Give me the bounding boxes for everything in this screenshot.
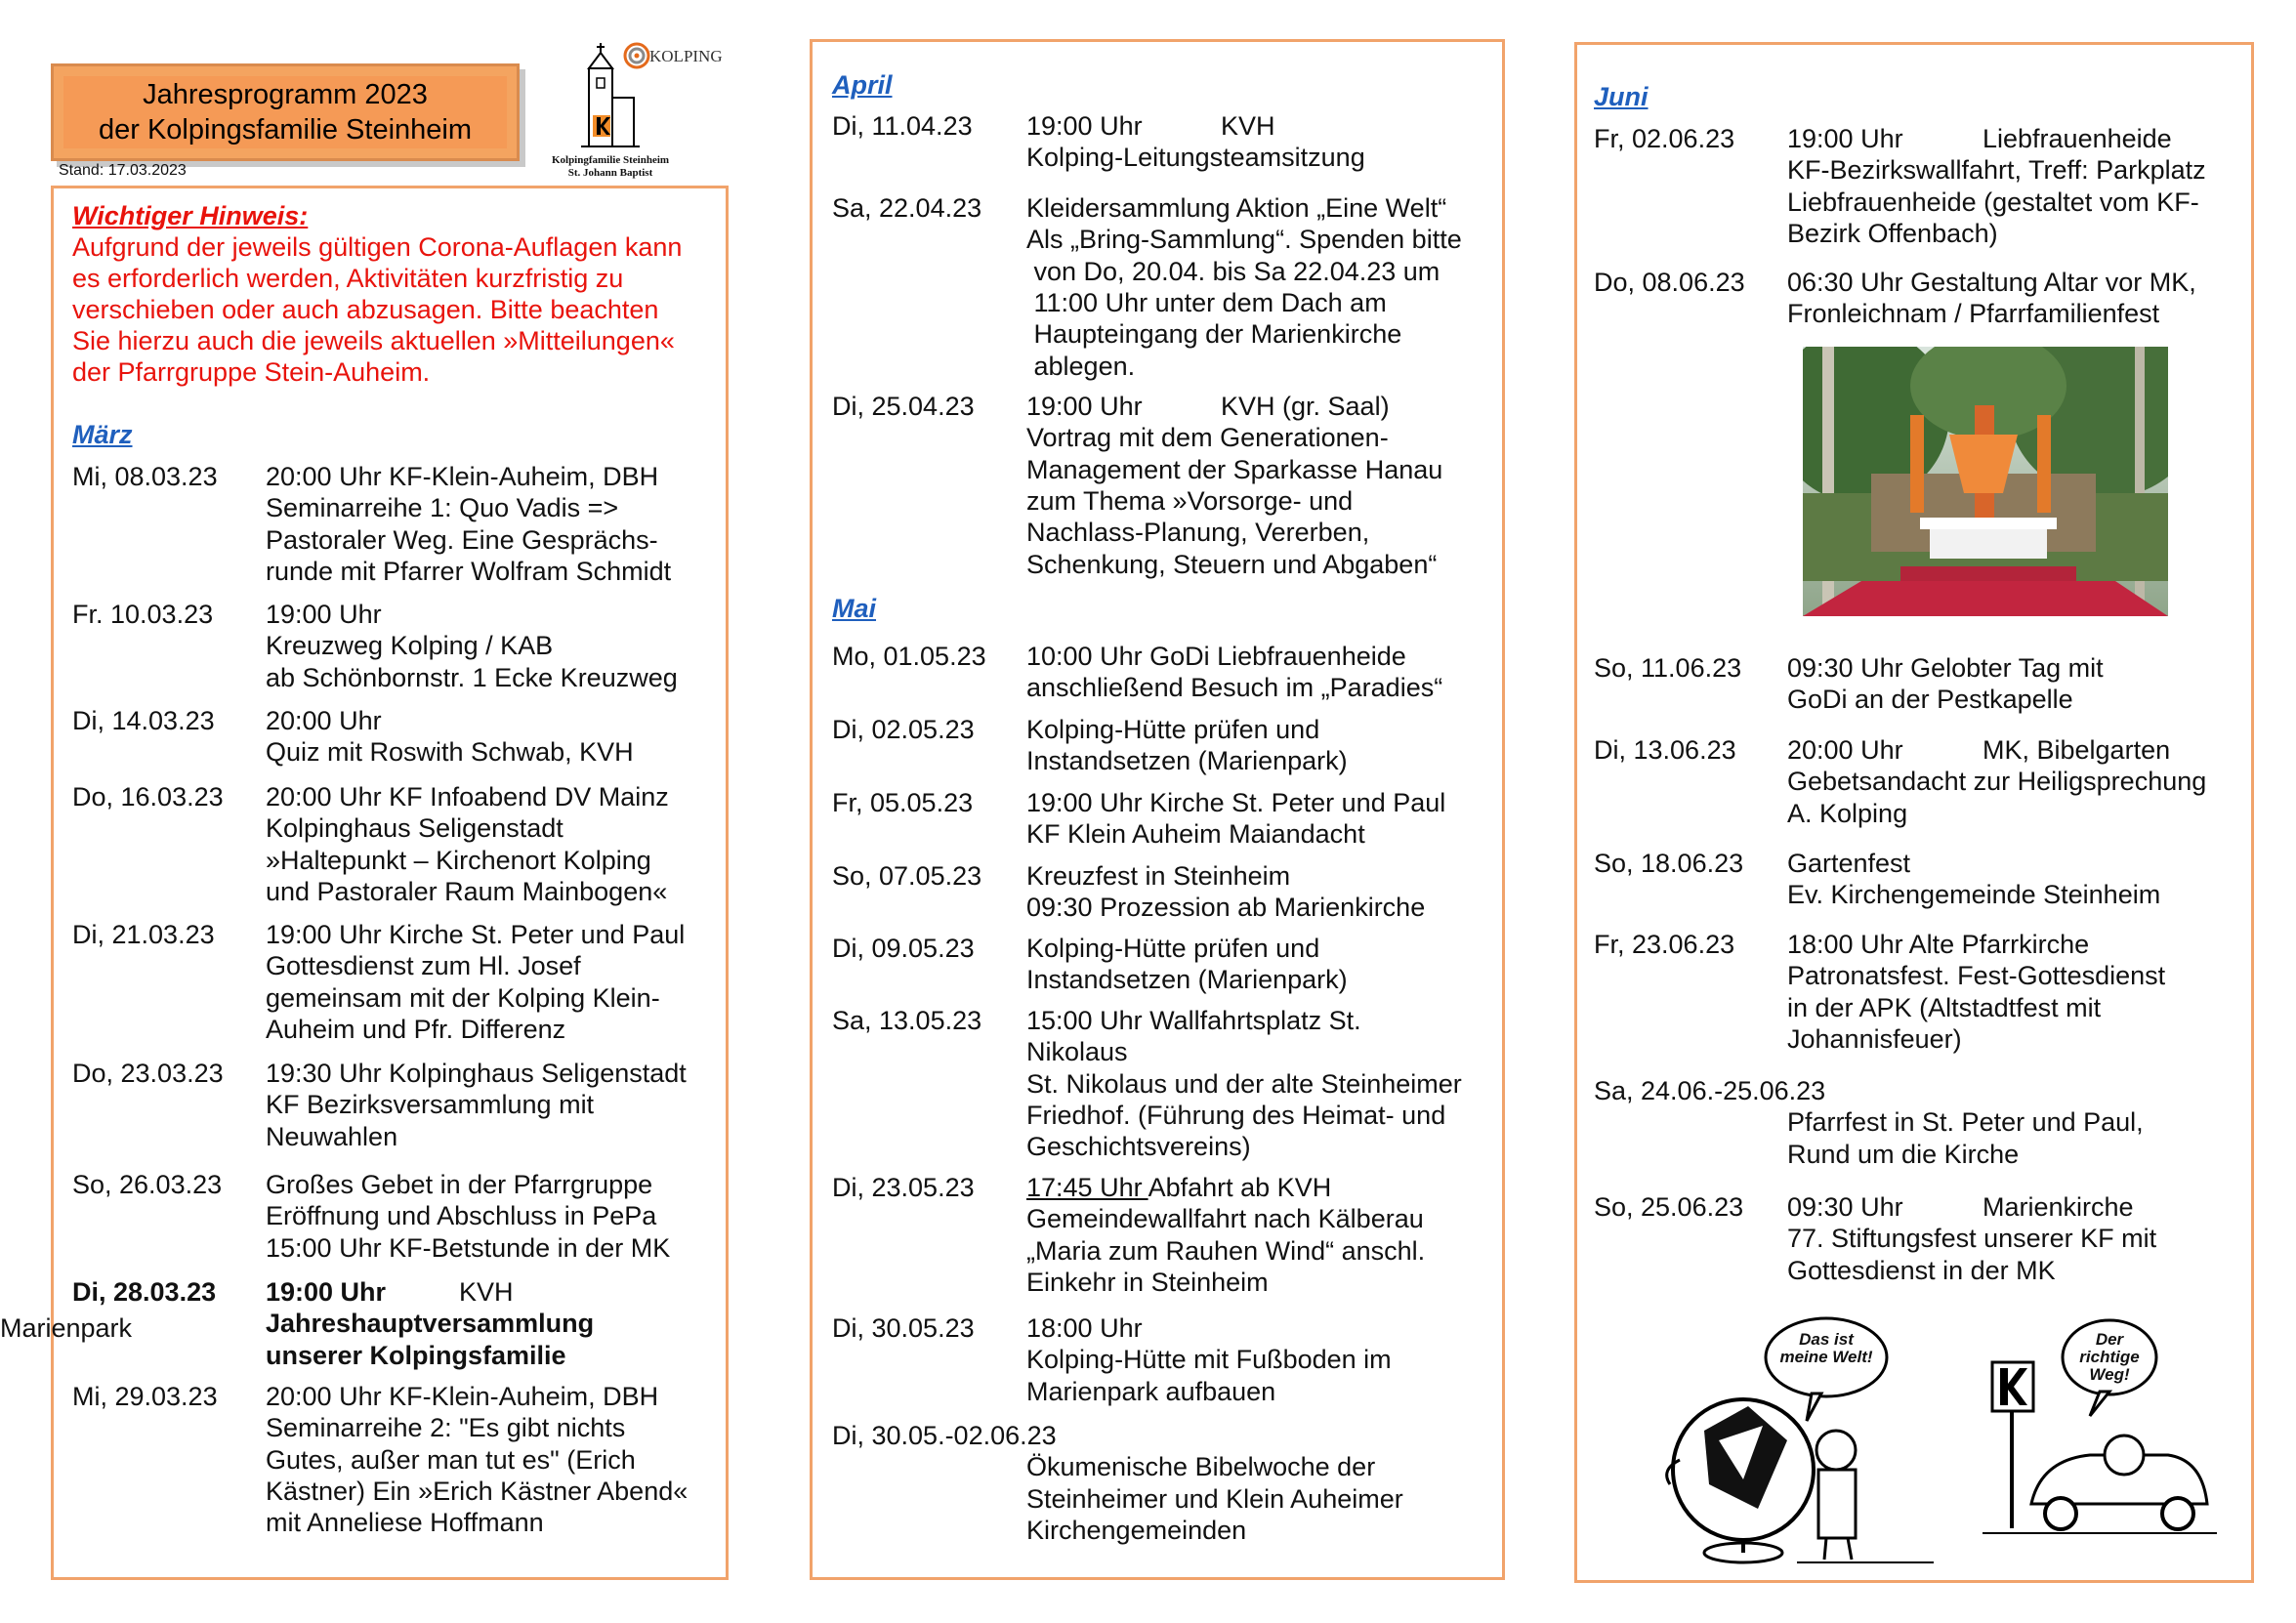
entry-date: Di, 23.05.23 <box>832 1173 975 1202</box>
entry-line: Kirchengemeinden <box>1026 1515 1247 1545</box>
entry-line: »Haltepunkt – Kirchenort Kolping <box>266 845 651 875</box>
entry-line: Friedhof. (Führung des Heimat- und <box>1026 1100 1446 1130</box>
entry-date: Do, 16.03.23 <box>72 782 224 812</box>
entry-line: Seminarreihe 2: "Es gibt nichts <box>266 1413 626 1443</box>
entry-line: 06:30 Uhr Gestaltung Altar vor MK, <box>1787 268 2196 297</box>
entry-line: Kolping-Hütte mit Fußboden im <box>1026 1345 1392 1375</box>
entry-line: 19:30 Uhr Kolpinghaus Seligenstadt <box>266 1059 687 1088</box>
entry-line: „Maria zum Rauhen Wind“ anschl. <box>1026 1235 1426 1266</box>
month-april: April <box>832 70 893 100</box>
stand-date: Stand: 17.03.2023 <box>59 162 187 179</box>
entry-line: Als „Bring-Sammlung“. Spenden bitte <box>1026 225 1462 255</box>
entry-date: Fr, 23.06.23 <box>1594 930 1735 959</box>
entry-line: Neuwahlen <box>266 1121 398 1151</box>
entry-line: Auheim und Pfr. Differenz <box>266 1014 566 1044</box>
entry-date: So, 18.06.23 <box>1594 849 1744 878</box>
entry-date: Fr. 10.03.23 <box>72 600 214 629</box>
entry-place: Marienpark <box>0 1313 133 1343</box>
entry-line: Geschichtsvereins) <box>1026 1132 1251 1162</box>
entry-line: Bezirk Offenbach) <box>1787 218 1998 248</box>
entry-time: 18:00 Uhr <box>1026 1313 1143 1343</box>
title-inner <box>63 76 507 148</box>
entry-line: 20:00 Uhr KF-Klein-Auheim, DBH <box>266 1382 659 1411</box>
month-juni: Juni <box>1594 82 1649 111</box>
entry-line: Kolpinghaus Seligenstadt <box>266 813 564 844</box>
cartoon-bubble-2: Der richtige Weg! <box>2079 1330 2140 1384</box>
entry-line: Patronatsfest. Fest-Gottesdienst <box>1787 961 2166 991</box>
entry-place: KVH (gr. Saal) <box>1221 392 1390 421</box>
entry-date: Di, 28.03.23 <box>72 1277 217 1307</box>
entry-line: zum Thema »Vorsorge- und <box>1026 485 1354 516</box>
entry-line: Eröffnung und Abschluss in PePa <box>266 1201 657 1231</box>
notice-line-4: Sie hierzu auch die jeweils aktuellen »Mitteilungen« <box>72 326 675 355</box>
entry-first-line-rest: Abfahrt ab KVH <box>1148 1173 1332 1202</box>
kolping-wordmark: KOLPING <box>649 47 723 65</box>
altar-photo <box>1803 347 2168 616</box>
entry-line: 15:00 Uhr KF-Betstunde in der MK <box>266 1232 671 1263</box>
entry-line: Nikolaus <box>1026 1037 1128 1067</box>
entry-date: Do, 23.03.23 <box>72 1059 224 1088</box>
entry-line: anschließend Besuch im „Paradies“ <box>1026 673 1443 703</box>
cartoon-bubble-1: Das ist meine Welt! <box>1779 1330 1873 1366</box>
entry-line: ab Schönbornstr. 1 Ecke Kreuzweg <box>266 662 678 692</box>
entry-line: 20:00 Uhr KF Infoabend DV Mainz <box>266 782 669 812</box>
entry-line: Management der Sparkasse Hanau <box>1026 454 1443 484</box>
entry-line: in der APK (Altstadtfest mit <box>1787 992 2102 1022</box>
entry-line: 11:00 Uhr unter dem Dach am <box>1026 287 1387 317</box>
entry-date: Sa, 13.05.23 <box>832 1006 982 1035</box>
title-line-2: der Kolpingsfamilie Steinheim <box>98 114 473 146</box>
entry-line: KF-Bezirkswallfahrt, Treff: Parkplatz <box>1787 155 2206 186</box>
entry-date: Di, 21.03.23 <box>72 920 215 949</box>
entry-line: Gartenfest <box>1787 849 1911 878</box>
logo-caption <box>532 154 689 180</box>
entry-line: gemeinsam mit der Kolping Klein- <box>266 982 660 1013</box>
entry-line: 20:00 Uhr KF-Klein-Auheim, DBH <box>266 462 659 491</box>
notice-line-1: Aufgrund der jeweils gültigen Corona-Auflagen kann <box>72 232 683 262</box>
entry-line: 09:30 Uhr Gelobter Tag mit <box>1787 653 2104 683</box>
notice-line-3: verschieben oder auch abzusagen. Bitte beachten <box>72 295 659 324</box>
cartoon-globe <box>1650 1313 1943 1567</box>
entry-line: Gemeindewallfahrt nach Kälberau <box>1026 1204 1424 1234</box>
entry-line: Seminarreihe 1: Quo Vadis => <box>266 493 619 523</box>
entry-line: Steinheimer und Klein Auheimer <box>1026 1483 1403 1514</box>
entry-date: So, 07.05.23 <box>832 861 982 891</box>
entry-place: Marienkirche <box>1983 1192 2134 1222</box>
entry-line: 19:00 Uhr <box>266 600 382 629</box>
entry-line: 10:00 Uhr GoDi Liebfrauenheide <box>1026 642 1406 671</box>
entry-time: 19:00 Uhr <box>1026 111 1143 141</box>
entry-line: Johannisfeuer) <box>1787 1023 1962 1054</box>
entry-line: KF Klein Auheim Maiandacht <box>1026 819 1365 850</box>
cartoon-car <box>1963 1313 2227 1558</box>
entry-date: Mi, 29.03.23 <box>72 1382 218 1411</box>
entry-line: Pfarrfest in St. Peter und Paul, <box>1787 1107 2144 1138</box>
entry-date: Di, 09.05.23 <box>832 934 975 963</box>
entry-line: und Pastoraler Raum Mainbogen« <box>266 876 668 906</box>
entry-time: 19:00 Uhr <box>1787 124 1903 153</box>
entry-line: Liebfrauenheide (gestaltet vom KF- <box>1787 187 2199 217</box>
entry-line: 19:00 Uhr Kirche St. Peter und Paul <box>266 920 686 949</box>
entry-line: Instandsetzen (Marienpark) <box>1026 746 1348 776</box>
entry-line: Marienpark aufbauen <box>1026 1376 1276 1406</box>
entry-line: Gutes, außer man tut es" (Erich <box>266 1444 636 1475</box>
entry-line: Ev. Kirchengemeinde Steinheim <box>1787 880 2161 910</box>
entry-line: ablegen. <box>1026 351 1136 381</box>
entry-line: 15:00 Uhr Wallfahrtsplatz St. <box>1026 1006 1361 1035</box>
entry-line: St. Nikolaus und der alte Steinheimer <box>1026 1068 1462 1099</box>
entry-line: Pastoraler Weg. Eine Gesprächs- <box>266 524 658 555</box>
entry-time: 19:00 Uhr <box>1026 392 1143 421</box>
entry-date: Di, 13.06.23 <box>1594 735 1736 765</box>
entry-date: Fr, 02.06.23 <box>1594 124 1735 153</box>
entry-line: Ökumenische Bibelwoche der <box>1026 1452 1376 1482</box>
entry-line: Kreuzfest in Steinheim <box>1026 861 1291 891</box>
entry-line: von Do, 20.04. bis Sa 22.04.23 um <box>1026 256 1440 286</box>
title-line-1: Jahresprogramm 2023 <box>143 79 428 110</box>
month-mai: Mai <box>832 594 877 623</box>
entry-line: Jahreshauptversammlung <box>266 1309 595 1339</box>
entry-date: Di, 30.05.23 <box>832 1313 975 1343</box>
entry-line: Nachlass-Planung, Vererben, <box>1026 518 1370 548</box>
entry-line: Kolping-Hütte prüfen und <box>1026 934 1320 963</box>
entry-line: Kleidersammlung Aktion „Eine Welt“ <box>1026 193 1447 223</box>
entry-line: Einkehr in Steinheim <box>1026 1267 1269 1297</box>
logo-caption-line-1: Kolpingfamilie Steinheim <box>551 154 670 166</box>
entry-line: mit Anneliese Hoffmann <box>266 1508 544 1538</box>
entry-place: Liebfrauenheide <box>1983 124 2172 153</box>
title-box <box>51 63 520 161</box>
entry-line: Schenkung, Steuern und Abgaben“ <box>1026 549 1438 579</box>
kolping-swirl-icon <box>622 41 651 70</box>
entry-date: Di, 30.05.-02.06.23 <box>832 1421 1057 1450</box>
entry-line: Kolping-Leitungsteamsitzung <box>1026 143 1365 173</box>
entry-time: 19:00 Uhr <box>266 1277 387 1307</box>
entry-line: unserer Kolpingsfamilie <box>266 1340 566 1370</box>
entry-place: KVH <box>459 1277 514 1307</box>
entry-line: Rund um die Kirche <box>1787 1139 2020 1169</box>
entry-date: Do, 08.06.23 <box>1594 268 1745 297</box>
entry-line: Kreuzweg Kolping / KAB <box>266 631 554 661</box>
entry-line: Gottesdienst in der MK <box>1787 1255 2056 1285</box>
entry-line: runde mit Pfarrer Wolfram Schmidt <box>266 556 672 586</box>
entry-line: Quiz mit Roswith Schwab, KVH <box>266 737 634 768</box>
logo-caption-line-2: St. Johann Baptist <box>567 167 653 179</box>
entry-place: KVH <box>1221 111 1275 141</box>
entry-line: 18:00 Uhr Alte Pfarrkirche <box>1787 930 2090 959</box>
entry-date: So, 11.06.23 <box>1594 653 1742 683</box>
entry-line: KF Bezirksversammlung mit <box>266 1090 595 1120</box>
notice-line-2: es erforderlich werden, Aktivitäten kurzfristig zu <box>72 264 624 293</box>
entry-line: A. Kolping <box>1787 798 1908 828</box>
entry-line: Großes Gebet in der Pfarrgruppe <box>266 1170 653 1199</box>
entry-line: 77. Stiftungsfest unserer KF mit <box>1787 1224 2157 1254</box>
entry-line: Vortrag mit dem Generationen- <box>1026 423 1389 453</box>
notice-line-5: der Pfarrgruppe Stein-Auheim. <box>72 357 431 387</box>
entry-date: So, 25.06.23 <box>1594 1192 1744 1222</box>
entry-date: Mo, 01.05.23 <box>832 642 986 671</box>
entry-line: 09:30 Prozession ab Marienkirche <box>1026 893 1426 923</box>
entry-line: Gottesdienst zum Hl. Josef <box>266 951 581 981</box>
entry-place: MK, Bibelgarten <box>1983 735 2171 765</box>
entry-date: So, 26.03.23 <box>72 1170 223 1199</box>
entry-date: Di, 02.05.23 <box>832 715 975 744</box>
entry-date: Di, 11.04.23 <box>832 111 973 141</box>
entry-line: Haupteingang der Marienkirche <box>1026 319 1402 350</box>
entry-date: Fr, 05.05.23 <box>832 788 974 817</box>
entry-line: GoDi an der Pestkapelle <box>1787 685 2073 715</box>
entry-date: Sa, 22.04.23 <box>832 193 982 223</box>
entry-date: Di, 25.04.23 <box>832 392 975 421</box>
entry-line: Fronleichnam / Pfarrfamilienfest <box>1787 299 2160 329</box>
important-notice <box>72 200 717 388</box>
entry-line: Instandsetzen (Marienpark) <box>1026 965 1348 995</box>
entry-time <box>1026 1172 1331 1203</box>
entry-line: 19:00 Uhr Kirche St. Peter und Paul <box>1026 788 1446 817</box>
entry-date: Sa, 24.06.-25.06.23 <box>1594 1076 1826 1105</box>
entry-date: Mi, 08.03.23 <box>72 462 218 491</box>
entry-time-underlined: 17:45 Uhr <box>1026 1173 1148 1202</box>
entry-line: 20:00 Uhr <box>266 706 382 735</box>
entry-line: Kolping-Hütte prüfen und <box>1026 715 1320 744</box>
month-maerz: März <box>72 420 133 449</box>
kolping-logo <box>532 39 728 186</box>
entry-line: Kästner) Ein »Erich Kästner Abend« <box>266 1476 689 1506</box>
entry-time: 20:00 Uhr <box>1787 735 1903 765</box>
entry-line: Gebetsandacht zur Heiligsprechung <box>1787 767 2207 797</box>
notice-title: Wichtiger Hinweis: <box>72 201 309 230</box>
entry-time: 09:30 Uhr <box>1787 1192 1903 1222</box>
altar-photo-image <box>1803 347 2168 616</box>
entry-date: Di, 14.03.23 <box>72 706 215 735</box>
